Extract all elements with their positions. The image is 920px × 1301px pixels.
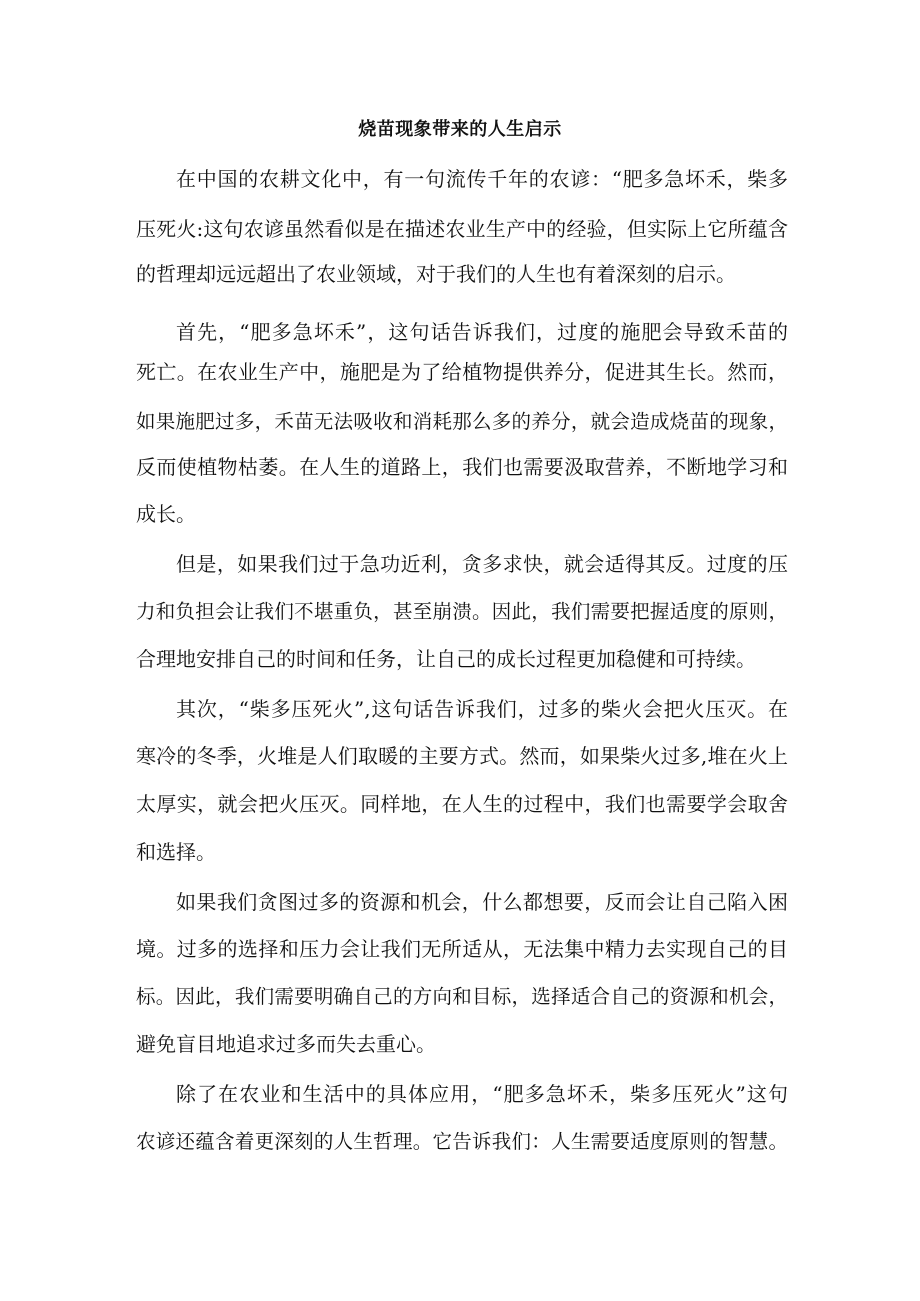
document-title: 烧苗现象带来的人生启示 <box>358 119 562 140</box>
text-line: 太厚实，就会把火压灭。同样地，在人生的过程中，我们也需要学会取舍 <box>136 792 788 816</box>
text-line: 避免盲目地追求过多而失去重心。 <box>136 1032 436 1056</box>
text-line: 境。过多的选择和压力会让我们无所适从，无法集中精力去实现自己的目 <box>136 937 788 961</box>
text-line: 除了在农业和生活中的具体应用，“肥多急坏禾，柴多压死火”这句 <box>176 1082 788 1106</box>
text-line: 反而使植物枯萎。在人生的道路上，我们也需要汲取营养，不断地学习和 <box>136 455 788 479</box>
text-line: 如果施肥过多，禾苗无法吸收和消耗那么多的养分，就会造成烧苗的现象， <box>136 410 788 433</box>
text-line: 标。因此，我们需要明确自己的方向和目标，选择适合自己的资源和机会， <box>136 985 788 1008</box>
text-line: 力和负担会让我们不堪重负，甚至崩溃。因此，我们需要把握适度的原则， <box>136 600 788 623</box>
text-line: 农谚还蕴含着更深刻的人生哲理。它告诉我们：人生需要适度原则的智慧。 <box>136 1130 788 1153</box>
text-line: 成长。 <box>136 502 196 526</box>
text-line: 在中国的农耕文化中，有一句流传千年的农谚：“肥多急坏禾，柴多 <box>176 167 788 191</box>
text-line: 首先，“肥多急坏禾”，这句话告诉我们，过度的施肥会导致禾苗的 <box>176 320 788 344</box>
text-line: 合理地安排自己的时间和任务，让自己的成长过程更加稳健和可持续。 <box>136 647 756 671</box>
text-line: 的哲理却远远超出了农业领域，对于我们的人生也有着深刻的启示。 <box>136 262 736 286</box>
text-line: 和选择。 <box>136 840 216 864</box>
text-line: 但是，如果我们过于急功近利，贪多求快，就会适得其反。过度的压 <box>176 552 788 576</box>
text-line: 其次，“柴多压死火”,这句话告诉我们，过多的柴火会把火压灭。在 <box>176 697 788 721</box>
text-line: 死亡。在农业生产中，施肥是为了给植物提供养分，促进其生长。然而， <box>136 360 788 384</box>
text-line: 压死火:这句农谚虽然看似是在描述农业生产中的经验，但实际上它所蕴含 <box>136 217 788 241</box>
text-line: 寒冷的冬季，火堆是人们取暖的主要方式。然而，如果柴火过多,堆在火上 <box>136 744 788 768</box>
text-line: 如果我们贪图过多的资源和机会，什么都想要，反而会让自己陷入困 <box>176 890 788 914</box>
